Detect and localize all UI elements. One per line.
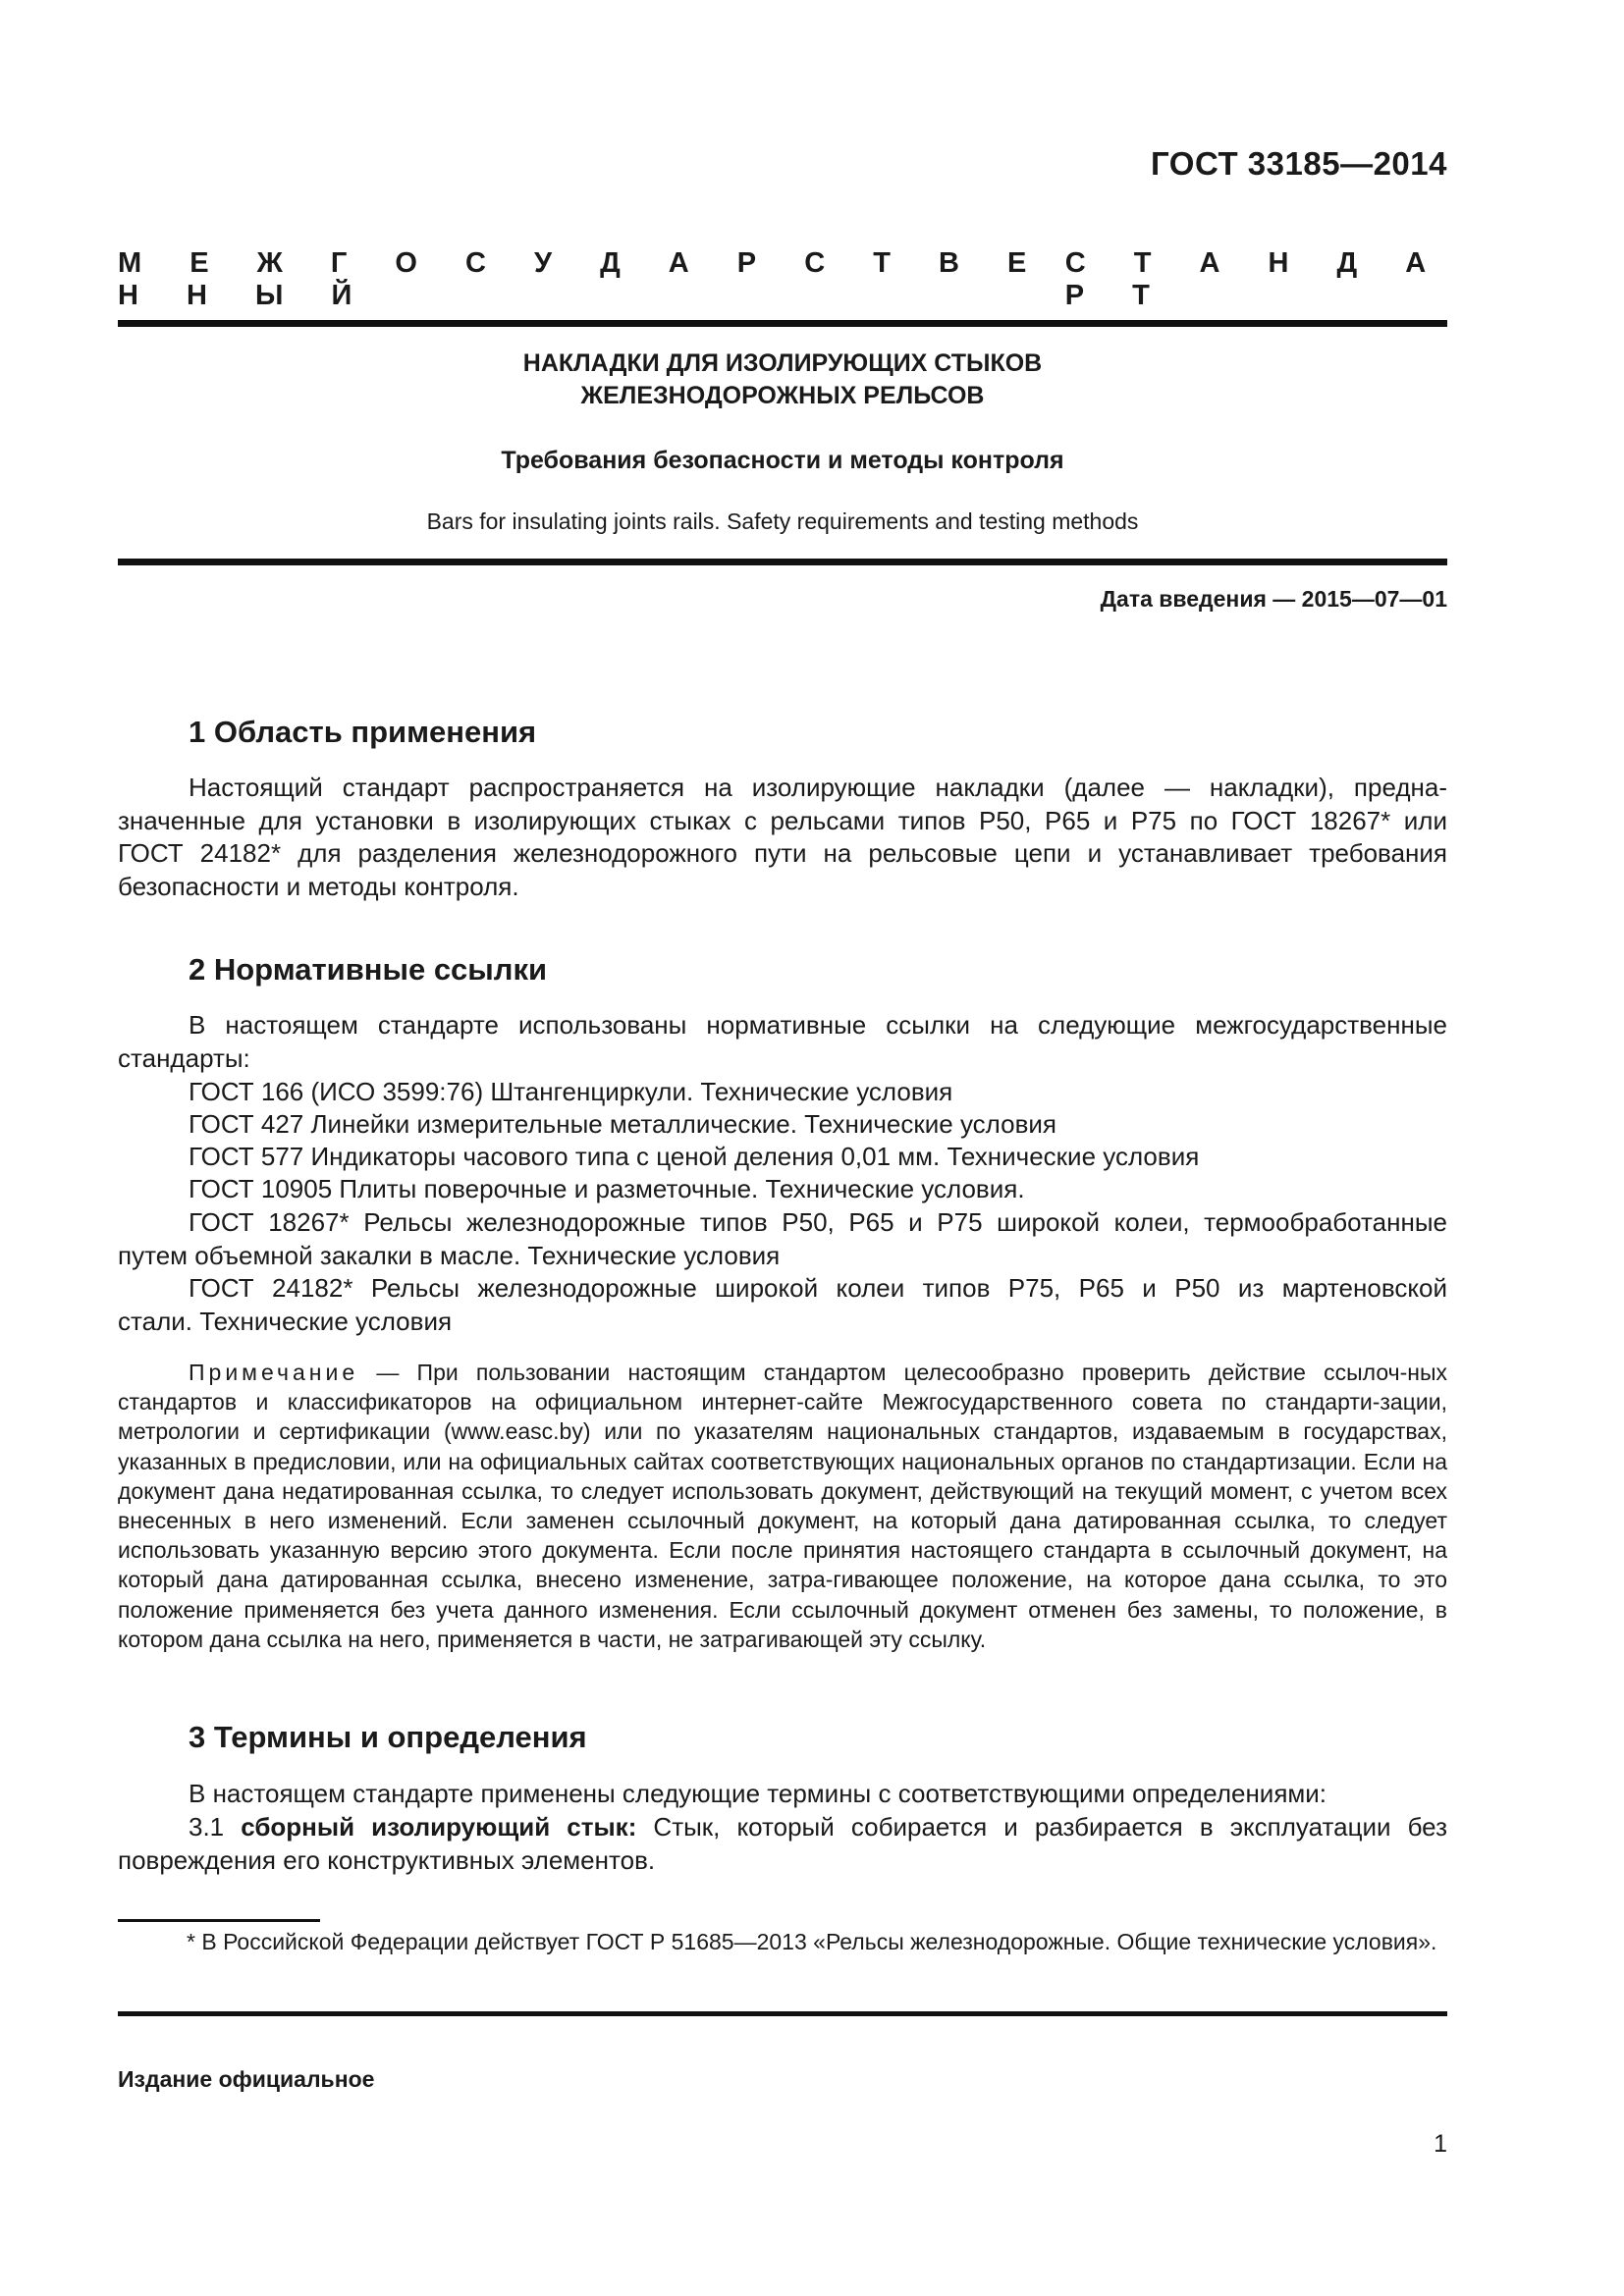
introduction-date: Дата введения — 2015—07—01	[1100, 586, 1447, 612]
header-rule-top	[118, 320, 1447, 327]
term-number: 3.1	[189, 1812, 242, 1842]
term-name: сборный изолирующий стык:	[241, 1812, 637, 1842]
section-2-intro-line-1: В настоящем стандарте использованы нормативные ссылки на следующие межгосударственные	[189, 1010, 1447, 1040]
document-subtitle: Требования безопасности и методы контроля	[501, 447, 1064, 474]
document-title	[118, 347, 1447, 412]
term-definition-part-2: повреждения его конструктивных элементов.	[118, 1844, 656, 1875]
reference-gost-10905: ГОСТ 10905 Плиты поверочные и разметочные. Технические условия.	[189, 1174, 1025, 1203]
term-definition-part-1: Стык, который собирается и разбирается в эксплуатации без	[636, 1812, 1447, 1842]
title-line-1: НАКЛАДКИ ДЛЯ ИЗОЛИРУЮЩИХ СТЫКОВ	[522, 349, 1043, 377]
reference-gost-24182-line-2: стали. Технические условия	[118, 1306, 453, 1336]
title-line-2: ЖЕЛЕЗНОДОРОЖНЫХ РЕЛЬСОВ	[580, 382, 985, 409]
term-3-1	[118, 1811, 1447, 1877]
section-3-heading: 3 Термины и определения	[189, 1720, 587, 1754]
section-2-note	[118, 1358, 1447, 1654]
note-text: — При пользовании настоящим стандартом целесообразно проверить действие ссылоч-ных стандартов и классификаторов на официальном интернет-сайте Межгосударственного совета по стандарти-зации, метрологии и сертификации (www.easc.by) или по указателям национальных стандартов, издаваемым в государствах, указанных в предисловии, или на официальных сайтах соответствующих национальных органов по стандартизации. Если на документ дана недатированная ссылка, то следует использовать документ, действующий на текущий момент, с учетом всех внесенных в него изменений. Если заменен ссылочный документ, на который дана датированная ссылка, то следует использовать указанную версию этого документа. Если после принятия настоящего стандарта в ссылочный документ, на который дана датированная ссылка, внесено изменение, затра-гивающее положение, на которое дана ссылка, то это положение применяется без учета данного изменения. Если ссылочный документ отменен без замены, то положение, в котором дана ссылка на него, применяется в части, не затрагивающей эту ссылку.	[118, 1360, 1447, 1652]
section-2-intro	[118, 1009, 1447, 1075]
section-1-line-2: значенные для установки в изолирующих стыках с рельсами типов Р50, Р65 и Р75 по ГОСТ 18267* или	[118, 805, 1447, 835]
section-3-intro: В настоящем стандарте применены следующие термины с соответствующими определениями:	[189, 1779, 1327, 1808]
section-2-heading: 2 Нормативные ссылки	[189, 952, 548, 987]
standard-type-word-standard: С Т А Н Д А Р Т	[1064, 247, 1446, 311]
footnote-separator	[118, 1919, 320, 1922]
reference-gost-24182-line-1: ГОСТ 24182* Рельсы железнодорожные широкой колеи типов Р75, Р65 и Р50 из мартеновской	[189, 1273, 1447, 1303]
section-1-line-3: ГОСТ 24182* для разделения железнодорожного пути на рельсовые цепи и устанавливает требования	[118, 838, 1447, 868]
official-edition-label: Издание официальное	[118, 2066, 375, 2092]
footnote: * В Российской Федерации действует ГОСТ Р 51685—2013 «Рельсы железнодорожные. Общие технические условия».	[187, 1929, 1437, 1954]
page-number: 1	[1434, 2130, 1447, 2158]
reference-gost-166: ГОСТ 166 (ИСО 3599:76) Штангенциркули. Технические условия	[189, 1077, 953, 1106]
section-1-line-1: Настоящий стандарт распространяется на изолирующие накладки (далее — накладки), предна-	[189, 773, 1447, 802]
reference-gost-18267-line-1: ГОСТ 18267* Рельсы железнодорожные типов Р50, Р65 и Р75 широкой колеи, термообработанные	[189, 1207, 1447, 1237]
header-rule-bottom	[118, 559, 1447, 565]
standard-type-word-interstate: М Е Ж Г О С У Д А Р С Т В Е Н Н Ы Й	[118, 247, 1047, 311]
reference-gost-18267	[118, 1206, 1447, 1272]
section-1-paragraph	[118, 772, 1447, 903]
english-title: Bars for insulating joints rails. Safety requirements and testing methods	[426, 508, 1139, 534]
standard-type-banner	[118, 247, 1447, 312]
reference-gost-24182	[118, 1272, 1447, 1338]
document-number: ГОСТ 33185—2014	[1151, 145, 1447, 182]
section-2-intro-line-2: стандарты:	[118, 1042, 250, 1073]
section-1-heading: 1 Область применения	[189, 715, 537, 749]
term-3-1-line-1	[118, 1811, 1447, 1844]
footer-rule	[118, 2011, 1447, 2016]
note-label: Примечание	[189, 1360, 359, 1385]
reference-gost-18267-line-2: путем объемной закалки в масле. Технические условия	[118, 1240, 781, 1270]
section-1-line-4: безопасности и методы контроля.	[118, 871, 519, 901]
reference-gost-577: ГОСТ 577 Индикаторы часового типа с ценой деления 0,01 мм. Технические условия	[189, 1142, 1200, 1171]
reference-gost-427: ГОСТ 427 Линейки измерительные металлические. Технические условия	[189, 1109, 1056, 1139]
